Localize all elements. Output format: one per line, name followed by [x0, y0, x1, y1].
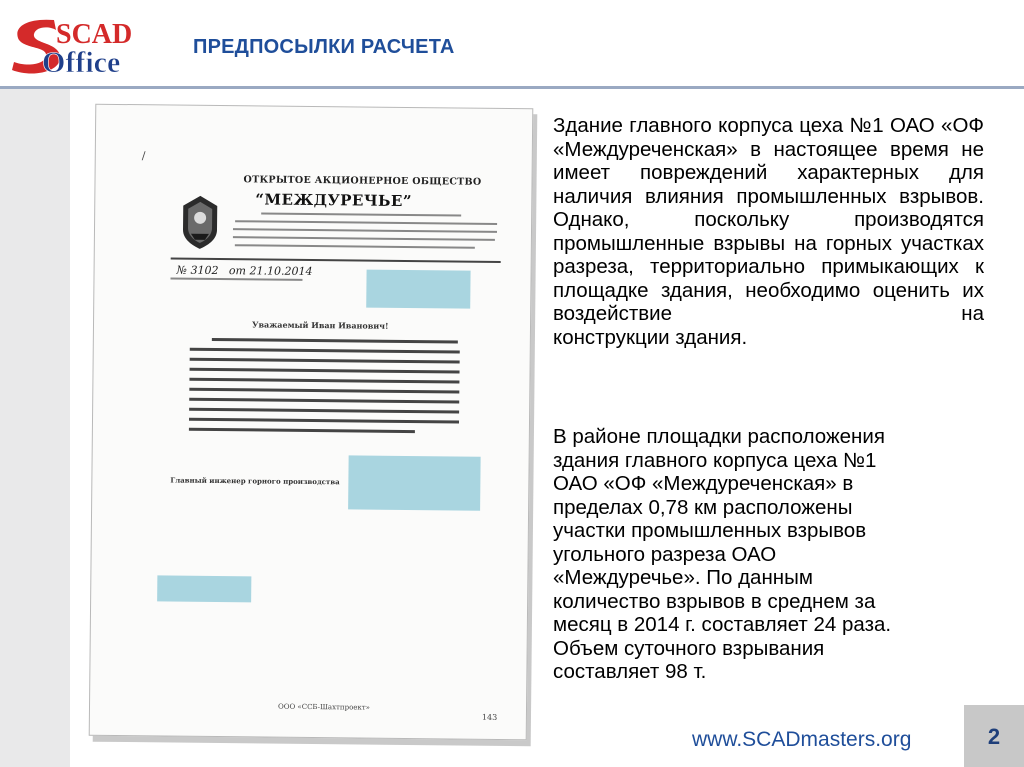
doc-body-line — [189, 428, 415, 433]
slide-number: 2 — [987, 724, 1001, 749]
doc-signature-title: Главный инженер горного производства — [170, 475, 340, 487]
paragraph-building-condition — [553, 114, 984, 349]
doc-header-rule — [171, 258, 501, 263]
doc-body-line — [189, 418, 459, 424]
logo-text-bottom: Office — [42, 46, 121, 76]
doc-requisites-line — [233, 236, 495, 240]
text-line: здания главного корпуса цеха №1 — [553, 448, 877, 472]
text-line: производятся промышленные — [553, 208, 984, 255]
page-title: ПРЕДПОСЫЛКИ РАСЧЕТА — [193, 36, 455, 58]
website-link[interactable]: www.SCADmasters.org — [692, 728, 912, 751]
doc-salutation: Уважаемый Иван Иванович! — [251, 319, 389, 331]
doc-outgoing-number: № 3102 от 21.10.2014 — [176, 263, 313, 279]
doc-body-line — [190, 348, 460, 354]
redacted-block — [366, 270, 470, 309]
text-line: территориально примыкающих к — [650, 255, 984, 278]
text-line: составляет 98 т. — [553, 660, 707, 683]
text-line: наличия влияния промышленных — [553, 184, 887, 208]
text-line: площадке здания, необходимо — [553, 278, 861, 302]
logo-text-top: SCAD — [56, 19, 133, 50]
text-line: участки промышленных взрывов — [553, 519, 867, 542]
doc-body-line — [189, 378, 459, 384]
doc-requisites-line — [235, 244, 475, 248]
text-line: пределах 0,78 км расположены — [553, 495, 853, 519]
redacted-block — [157, 575, 251, 602]
text-line: угольного разреза ОАО — [553, 542, 777, 566]
doc-body-line — [189, 388, 459, 394]
text-line: взрывы на горных участках разреза, — [553, 231, 984, 278]
doc-corner-mark: / — [141, 149, 146, 163]
left-sidebar-strip — [0, 89, 70, 767]
doc-body-line — [189, 398, 459, 404]
scanned-letter — [89, 104, 534, 741]
slide-number-box — [964, 705, 1024, 767]
text-line: настоящее время не имеет — [553, 137, 984, 184]
doc-footer-org: ООО «ССБ-Шахтпроект» — [277, 702, 371, 712]
doc-requisites-line — [261, 212, 461, 216]
doc-company-name: “МЕЖДУРЕЧЬЕ” — [255, 190, 413, 211]
company-emblem-icon — [179, 194, 222, 250]
text-line: ОАО «ОФ «Междуреченская» в — [553, 114, 984, 161]
doc-body-line — [190, 368, 460, 374]
text-line: Здание главного корпуса цеха №1 — [553, 114, 884, 137]
text-line: месяц в 2014 г. составляет 24 раза. — [553, 613, 892, 636]
text-line: повреждений характерных для — [640, 161, 984, 184]
scad-office-logo — [10, 16, 176, 76]
header-divider — [0, 86, 1024, 89]
doc-page-number: 143 — [481, 712, 498, 722]
text-line: «Междуречье». По данным — [553, 566, 813, 589]
redacted-block — [348, 455, 481, 510]
text-line: конструкции здания. — [553, 325, 748, 349]
doc-requisites-line — [233, 228, 497, 232]
text-line: В районе площадки расположения — [553, 425, 885, 448]
text-line: взрывов. Однако, поскольку — [553, 184, 984, 231]
text-line: количество взрывов в среднем за — [553, 589, 876, 613]
text-line: ОАО «ОФ «Междуреченская» в — [553, 472, 854, 495]
doc-number-underline — [170, 278, 302, 281]
doc-body-line — [212, 338, 458, 344]
text-line: Объем суточного взрывания — [553, 636, 825, 660]
doc-body-line — [189, 408, 459, 414]
doc-body-line — [190, 358, 460, 364]
text-line: оценить их воздействие на — [553, 278, 984, 325]
doc-company-type: ОТКРЫТОЕ АКЦИОНЕРНОЕ ОБЩЕСТВО — [243, 174, 482, 188]
slide-header — [0, 0, 1024, 88]
doc-requisites-line — [235, 220, 497, 224]
paragraph-blasting-data — [553, 425, 984, 684]
